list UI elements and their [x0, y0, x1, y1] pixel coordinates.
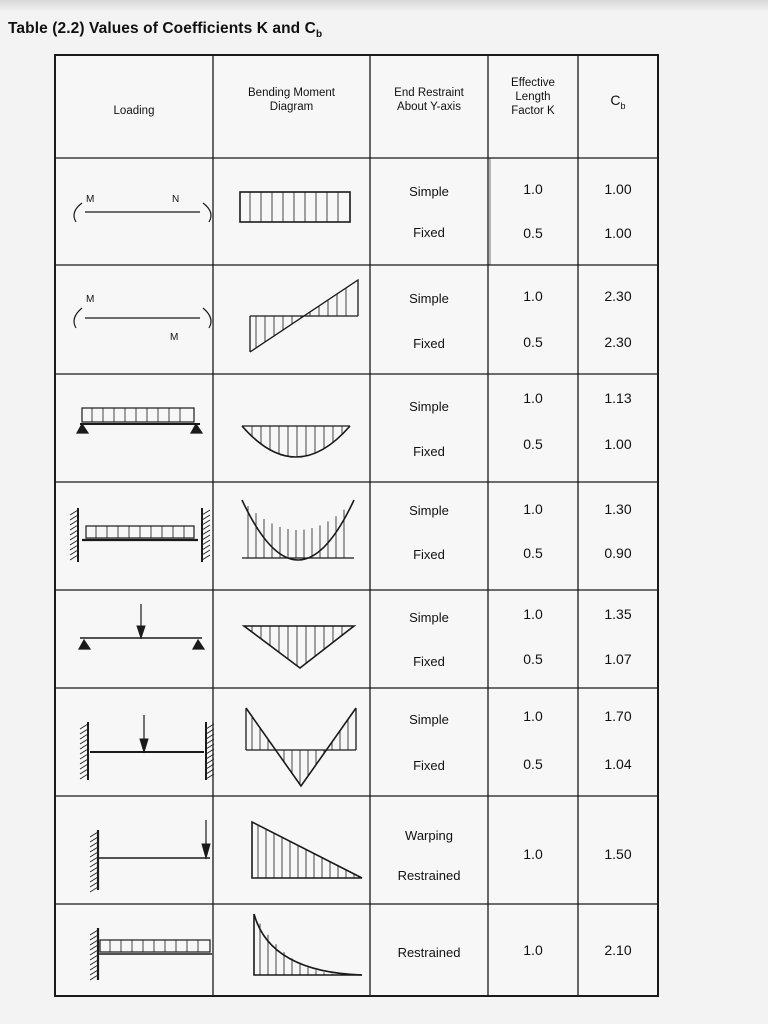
- row7-k: 1.0: [523, 846, 543, 862]
- header-k-line2: Length: [515, 91, 551, 103]
- row6-cb-1: 1.70: [604, 708, 632, 724]
- row1-cb-2: 1.00: [604, 225, 632, 241]
- row8-k: 1.0: [523, 942, 543, 958]
- header-k-line3: Factor K: [511, 105, 555, 117]
- row8-cb: 2.10: [604, 942, 632, 958]
- row3-k-1: 1.0: [523, 390, 543, 406]
- row8-restraint: Restrained: [397, 945, 461, 960]
- row5-k-2: 0.5: [523, 651, 543, 667]
- row4-k-1: 1.0: [523, 501, 543, 517]
- row6-k-2: 0.5: [523, 756, 543, 772]
- row6-k-1: 1.0: [523, 708, 543, 724]
- row6-cb-2: 1.04: [604, 756, 632, 772]
- header-bmd-line2: Diagram: [269, 101, 314, 113]
- row4-cb-1: 1.30: [604, 501, 632, 517]
- row3-cb-2: 1.00: [604, 436, 632, 452]
- row6-restraint-1: Simple: [409, 712, 449, 727]
- row3-cb-1: 1.13: [604, 390, 632, 406]
- header-end-restraint: [370, 86, 488, 114]
- row4-restraint-1: Simple: [409, 503, 449, 518]
- row1-k-1: 1.0: [523, 181, 543, 197]
- row1-restraint-2: Fixed: [413, 225, 445, 240]
- moment-label-n: N: [172, 194, 180, 205]
- row2-cb-1: 2.30: [604, 288, 632, 304]
- row3-k-2: 0.5: [523, 436, 543, 452]
- row7-restraint-1: Warping: [405, 828, 453, 843]
- header-k-line1: Effective: [511, 77, 555, 89]
- row4-cb-2: 0.90: [604, 545, 632, 561]
- row2-k-2: 0.5: [523, 334, 543, 350]
- row2-k-1: 1.0: [523, 288, 543, 304]
- row5-restraint-2: Fixed: [413, 654, 445, 669]
- row4-k-2: 0.5: [523, 545, 543, 561]
- header-bending-moment-diagram: [213, 86, 370, 114]
- row3-restraint-1: Simple: [409, 399, 449, 414]
- header-bmd-line1: Bending Moment: [248, 87, 335, 99]
- row5-cb-2: 1.07: [604, 651, 632, 667]
- row7-cb: 1.50: [604, 846, 632, 862]
- row2-restraint-1: Simple: [409, 291, 449, 306]
- row3-restraint-2: Fixed: [413, 444, 445, 459]
- header-loading: Loading: [113, 105, 155, 117]
- row2-cb-2: 2.30: [604, 334, 632, 350]
- header-restraint-line1: End Restraint: [394, 87, 464, 99]
- header-restraint-line2: About Y-axis: [397, 101, 461, 113]
- row1-restraint-1: Simple: [409, 184, 449, 199]
- row5-k-1: 1.0: [523, 606, 543, 622]
- row7-restraint-2: Restrained: [397, 868, 461, 883]
- row1-k-2: 0.5: [523, 225, 543, 241]
- row1-cb-1: 1.00: [604, 181, 632, 197]
- row5-cb-1: 1.35: [604, 606, 632, 622]
- table-title: Table (2.2) Values of Coefficients K and $C_b$: [8, 20, 323, 41]
- header-effective-length: [488, 76, 578, 118]
- row4-restraint-2: Fixed: [413, 547, 445, 562]
- row6-restraint-2: Fixed: [413, 758, 445, 773]
- row2-restraint-2: Fixed: [413, 336, 445, 351]
- header-cb: $C_b$: [610, 92, 626, 111]
- moment-label-m: M: [86, 294, 95, 305]
- moment-label-m: M: [170, 332, 179, 343]
- moment-label-m: M: [86, 194, 95, 205]
- row5-restraint-1: Simple: [409, 610, 449, 625]
